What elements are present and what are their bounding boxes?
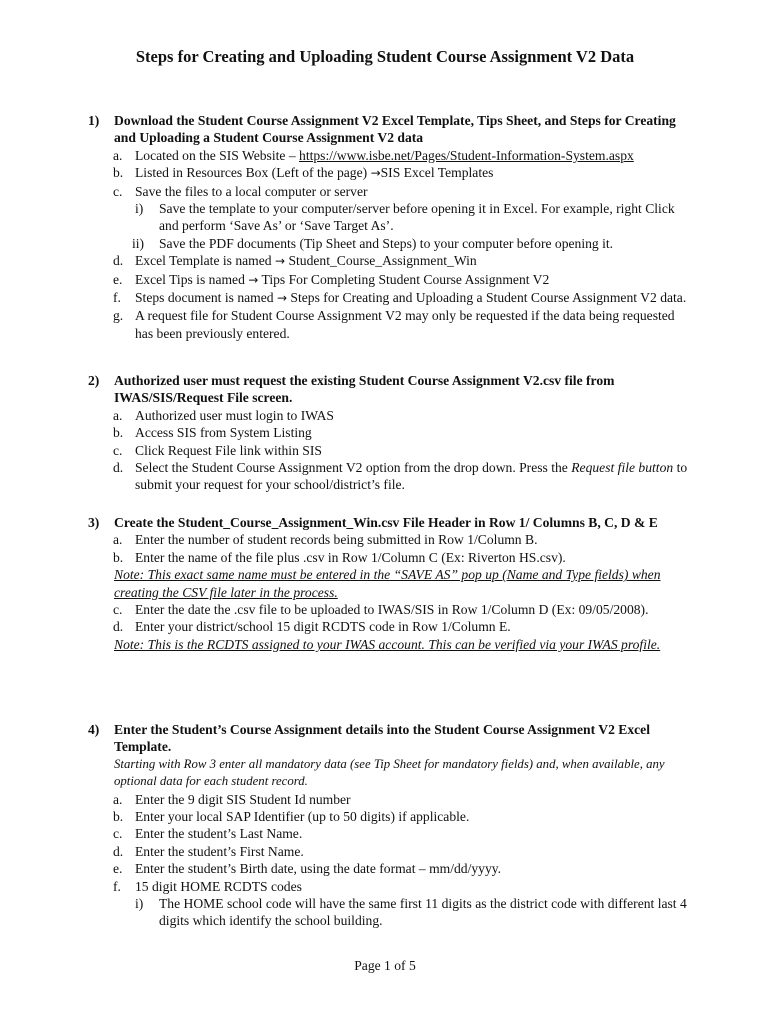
item-text: Excel Template is named [135, 253, 275, 269]
sub-list-item [88, 895, 688, 930]
list-item [88, 549, 688, 566]
item-text: Student_Course_Assignment_Win [285, 253, 477, 269]
item-label: f. [113, 290, 121, 306]
list-item [88, 289, 688, 307]
item-label: e. [113, 861, 123, 877]
item-label: d. [113, 253, 124, 269]
section-1 [88, 112, 688, 342]
list-item [88, 459, 688, 494]
right-arrow-icon: → [276, 291, 288, 306]
item-label: a. [113, 407, 123, 423]
sub-list-item [88, 200, 688, 235]
section-number: 4) [88, 722, 100, 737]
item-label: d. [113, 460, 124, 476]
section-4 [88, 721, 688, 930]
item-text: Enter the date the .csv file to be uploaded to IWAS/SIS in Row 1/Column D (Ex: 09/05/2008). [135, 602, 649, 618]
list-item [88, 164, 688, 182]
section-3-heading [88, 514, 688, 531]
section-4-heading [88, 721, 688, 756]
item-label: a. [113, 791, 123, 807]
list-item [88, 808, 688, 825]
item-label: b. [113, 549, 124, 565]
list-item [88, 791, 688, 808]
item-label: a. [113, 532, 123, 548]
item-label: i) [135, 896, 144, 912]
item-label: a. [113, 147, 123, 163]
sub-list-item [88, 235, 688, 252]
item-text: Enter the 9 digit SIS Student Id number [135, 791, 351, 807]
item-text: Enter the name of the file plus .csv in Row 1/Column C (Ex: Riverton HS.csv). [135, 549, 566, 565]
section-3 [88, 514, 688, 653]
item-text: Enter the student’s Birth date, using the date format – mm/dd/yyyy. [135, 861, 502, 877]
section-number: 1) [88, 113, 100, 128]
item-text: Enter the student’s Last Name. [135, 826, 303, 842]
list-item [88, 147, 688, 164]
section-1-heading [88, 112, 688, 147]
item-label: c. [113, 602, 123, 618]
list-item [88, 407, 688, 424]
item-label: c. [113, 442, 123, 458]
page-number: Page 1 of 5 [354, 958, 416, 973]
list-item [88, 442, 688, 459]
item-text: Enter the number of student records being submitted in Row 1/Column B. [135, 532, 538, 548]
item-text: Steps document is named [135, 290, 277, 306]
right-arrow-icon: → [248, 272, 259, 287]
list-item [88, 618, 688, 635]
item-label: d. [113, 843, 124, 859]
item-text: SIS Excel Templates [380, 165, 494, 181]
item-text: Click Request File link within SIS [135, 442, 322, 458]
item-text: Listed in Resources Box (Left of the page) [135, 165, 371, 181]
section-number: 3) [88, 515, 100, 530]
item-label: g. [113, 308, 124, 324]
item-text: Excel Tips is named [135, 271, 249, 287]
note-text: Note: This is the RCDTS assigned to your IWAS account. This can be verified via your IWAS profile. [114, 636, 661, 652]
list-item [88, 843, 688, 860]
section-heading-text: Create the Student_Course_Assignment_Win.csv File Header in Row 1/ Columns B, C, D & E [114, 515, 658, 530]
item-text: Enter your district/school 15 digit RCDTS code in Row 1/Column E. [135, 619, 511, 635]
list-item [88, 271, 688, 289]
item-label: b. [113, 165, 124, 181]
item-text: Tips For Completing Student Course Assignment V2 [258, 271, 550, 287]
list-item [88, 825, 688, 842]
item-text: The HOME school code will have the same first 11 digits as the district code with different last 4 digits which identify the school building. [159, 896, 687, 929]
section-number: 2) [88, 373, 100, 388]
item-label: b. [113, 809, 124, 825]
list-item [88, 878, 688, 895]
item-text: Save the PDF documents (Tip Sheet and Steps) to your computer before opening it. [159, 235, 614, 251]
item-text: Save the files to a local computer or server [135, 183, 368, 199]
item-label: b. [113, 425, 124, 441]
item-label: ii) [132, 235, 145, 251]
sis-website-link[interactable]: https://www.isbe.net/Pages/Student-Information-System.aspx [299, 147, 634, 163]
item-text: Authorized user must login to IWAS [135, 407, 334, 423]
item-label: i) [135, 201, 144, 217]
item-label: e. [113, 271, 123, 287]
item-text: A request file for Student Course Assignment V2 may only be requested if the data being requested has been previously entered. [135, 308, 675, 341]
list-item [88, 307, 688, 342]
item-text: Located on the SIS Website – [135, 147, 300, 163]
item-text: Enter your local SAP Identifier (up to 50 digits) if applicable. [135, 809, 470, 825]
list-item [88, 860, 688, 877]
section-heading-text: Authorized user must request the existing Student Course Assignment V2.csv file from IWAS/SIS/Request File screen. [114, 373, 615, 406]
list-item [88, 424, 688, 441]
list-item [88, 183, 688, 200]
item-text: Steps for Creating and Uploading a Student Course Assignment V2 data. [287, 290, 687, 306]
item-text: Access SIS from System Listing [135, 425, 312, 441]
item-text: 15 digit HOME RCDTS codes [135, 878, 302, 894]
note-text: Note: This exact same name must be entered in the “SAVE AS” pop up (Name and Type fields) when creating the CSV file later in the process. [114, 567, 661, 600]
item-text: to submit your request for your school/district’s file. [135, 460, 688, 493]
document-title: Steps for Creating and Uploading Student Course Assignment V2 Data [135, 47, 635, 66]
section-2-heading [88, 372, 688, 407]
request-file-button-text: Request file button [571, 460, 674, 476]
item-label: c. [113, 826, 123, 842]
right-arrow-icon: → [370, 166, 381, 181]
list-item [88, 252, 688, 270]
item-text: Save the template to your computer/server before opening it in Excel. For example, right Click and perform ‘Save As’ or ‘Save Target As’. [159, 201, 675, 234]
list-item [88, 601, 688, 618]
section-heading-text: Enter the Student’s Course Assignment details into the Student Course Assignment V2 Excel Template. [114, 722, 650, 755]
right-arrow-icon: → [274, 254, 286, 269]
section-heading-text: Download the Student Course Assignment V2 Excel Template, Tips Sheet, and Steps for Creating and Uploading a Student Course Assignment V2 data [114, 113, 676, 146]
section-2 [88, 372, 688, 494]
item-text: Select the Student Course Assignment V2 option from the drop down. Press the [135, 460, 572, 476]
list-item [88, 531, 688, 548]
item-label: f. [113, 878, 121, 894]
item-label: c. [113, 183, 123, 199]
item-label: d. [113, 619, 124, 635]
item-text: Enter the student’s First Name. [135, 843, 304, 859]
section-intro: Starting with Row 3 enter all mandatory data (see Tip Sheet for mandatory fields) and, when available, any optional data for each student record. [114, 756, 665, 789]
